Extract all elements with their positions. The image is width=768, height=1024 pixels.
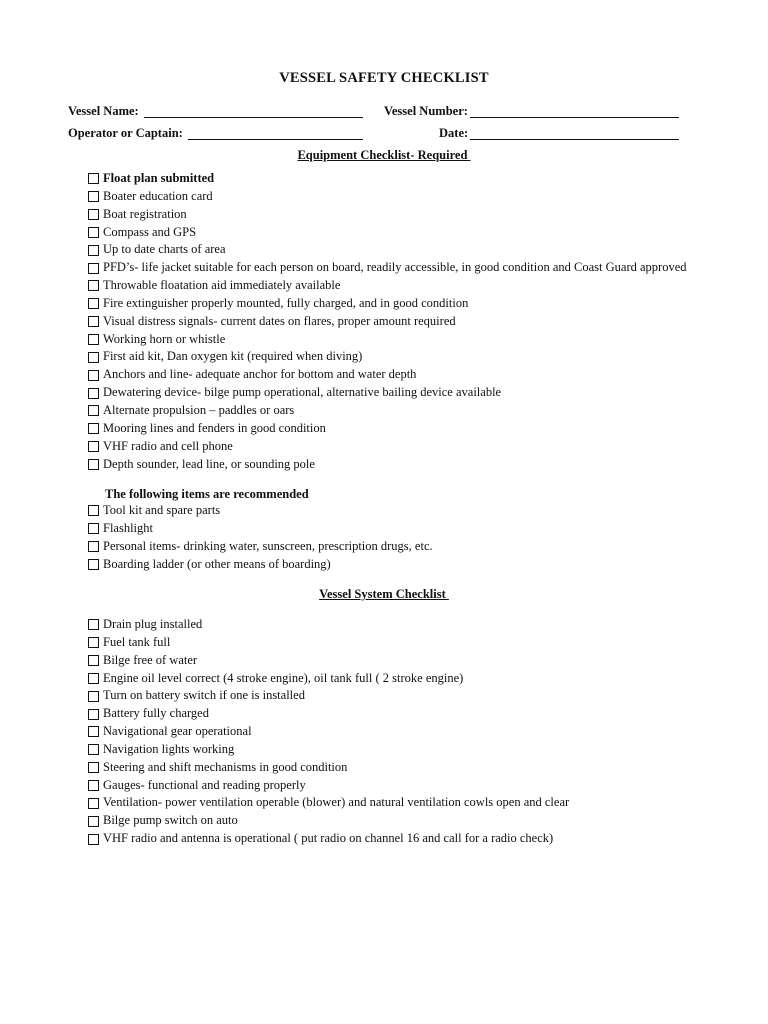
checkbox[interactable] — [88, 691, 99, 702]
recommended-heading: The following items are recommended — [105, 487, 309, 501]
vessel-number-label: Vessel Number: — [384, 104, 468, 118]
checklist-item — [88, 295, 687, 313]
checkbox[interactable] — [88, 816, 99, 827]
checkbox[interactable] — [88, 316, 99, 327]
checklist-item-label: Fuel tank full — [103, 634, 171, 649]
checklist-item-label: Depth sounder, lead line, or sounding pole — [103, 456, 315, 471]
checkbox[interactable] — [88, 780, 99, 791]
checklist-item-label: Engine oil level correct (4 stroke engine), oil tank full ( 2 stroke engine) — [103, 670, 464, 685]
checkbox[interactable] — [88, 263, 99, 274]
checklist-item — [88, 366, 687, 384]
checklist-item — [88, 794, 569, 812]
checkbox[interactable] — [88, 334, 99, 345]
checkbox[interactable] — [88, 541, 99, 552]
checklist-item — [88, 777, 569, 795]
vessel-number-field[interactable] — [470, 117, 679, 118]
checklist-item — [88, 759, 569, 777]
checklist-item-label: Navigational gear operational — [103, 724, 252, 739]
checklist-item — [88, 520, 433, 538]
checklist-item — [88, 277, 687, 295]
checklist-item-label: Up to date charts of area — [103, 242, 226, 257]
checkbox[interactable] — [88, 227, 99, 238]
checklist-item-label: Anchors and line- adequate anchor for bottom and water depth — [103, 367, 417, 382]
checklist-item-label: Drain plug installed — [103, 617, 203, 631]
operator-label: Operator or Captain: — [68, 126, 183, 140]
checkbox[interactable] — [88, 673, 99, 684]
checklist-item — [88, 741, 569, 759]
checklist-item-label: Boarding ladder (or other means of boarding) — [103, 556, 331, 571]
checkbox[interactable] — [88, 637, 99, 648]
checkbox[interactable] — [88, 209, 99, 220]
checklist-item-label: Ventilation- power ventilation operable (blower) and natural ventilation cowls open and clear — [103, 795, 570, 810]
checklist-item — [88, 348, 687, 366]
checklist-item — [88, 812, 569, 830]
checklist-item — [88, 634, 569, 652]
equipment-checklist — [88, 170, 687, 473]
checklist-item-label: Alternate propulsion – paddles or oars — [103, 402, 295, 417]
checklist-item-label: Boater education card — [103, 188, 213, 203]
checklist-item — [88, 402, 687, 420]
checkbox[interactable] — [88, 655, 99, 666]
checklist-item — [88, 206, 687, 224]
checklist-item-label: VHF radio and cell phone — [103, 438, 233, 453]
checklist-item-label: Throwable floatation aid immediately available — [103, 278, 341, 293]
vessel-name-label: Vessel Name: — [68, 104, 139, 118]
checkbox[interactable] — [88, 798, 99, 809]
checkbox[interactable] — [88, 523, 99, 534]
checklist-item — [88, 687, 569, 705]
checklist-item-label: Steering and shift mechanisms in good condition — [103, 759, 348, 774]
checklist-item — [88, 224, 687, 242]
checkbox[interactable] — [88, 619, 99, 630]
system-heading: Vessel System Checklist — [319, 587, 449, 601]
checklist-item-label: Mooring lines and fenders in good condition — [103, 420, 326, 435]
checklist-item — [88, 652, 569, 670]
checklist-item-label: Float plan submitted — [103, 171, 215, 185]
checkbox[interactable] — [88, 280, 99, 291]
checklist-item — [88, 456, 687, 474]
checklist-item-label: PFD’s- life jacket suitable for each person on board, readily accessible, in good condition and Coast Guard approved — [103, 260, 687, 275]
checklist-item — [88, 188, 687, 206]
checkbox[interactable] — [88, 245, 99, 256]
date-label: Date: — [439, 126, 469, 140]
checklist-item — [88, 259, 687, 277]
checkbox[interactable] — [88, 352, 99, 363]
checklist-item-label: Dewatering device- bilge pump operational, alternative bailing device available — [103, 385, 502, 400]
checkbox[interactable] — [88, 370, 99, 381]
equipment-heading-wrap — [0, 148, 768, 163]
checklist-item-label: Tool kit and spare parts — [103, 503, 221, 517]
checklist-item-label: Fire extinguisher properly mounted, fully charged, and in good condition — [103, 295, 469, 310]
checkbox[interactable] — [88, 744, 99, 755]
page-title: VESSEL SAFETY CHECKLIST — [279, 70, 489, 86]
checklist-item-label: Turn on battery switch if one is installed — [103, 688, 305, 703]
checkbox[interactable] — [88, 441, 99, 452]
checklist-item-label: VHF radio and antenna is operational ( put radio on channel 16 and call for a radio check) — [103, 831, 554, 846]
checklist-item-label: Personal items- drinking water, sunscreen, prescription drugs, etc. — [103, 538, 433, 553]
checklist-item-label: Working horn or whistle — [103, 331, 226, 346]
checklist-item — [88, 384, 687, 402]
checklist-item-label: Flashlight — [103, 520, 154, 535]
checklist-item — [88, 313, 687, 331]
checklist-item — [88, 170, 687, 188]
checklist-item-label: Boat registration — [103, 206, 187, 221]
checklist-item — [88, 241, 687, 259]
recommended-checklist — [88, 502, 433, 573]
system-checklist — [88, 616, 569, 848]
checkbox[interactable] — [88, 559, 99, 570]
checklist-item-label: Bilge free of water — [103, 652, 198, 667]
checklist-item — [88, 670, 569, 688]
checklist-item — [88, 438, 687, 456]
checkbox[interactable] — [88, 459, 99, 470]
checklist-item — [88, 556, 433, 574]
checklist-item-label: Compass and GPS — [103, 224, 197, 239]
checkbox[interactable] — [88, 726, 99, 737]
checkbox[interactable] — [88, 834, 99, 845]
checkbox[interactable] — [88, 709, 99, 720]
equipment-heading: Equipment Checklist- Required — [297, 148, 471, 162]
checkbox[interactable] — [88, 173, 99, 184]
checklist-item-label: Battery fully charged — [103, 706, 209, 721]
vessel-fields-row — [68, 104, 698, 122]
checklist-item-label: Gauges- functional and reading properly — [103, 777, 306, 792]
operator-fields-row — [68, 126, 698, 144]
checkbox[interactable] — [88, 298, 99, 309]
checklist-item-label: Bilge pump switch on auto — [103, 813, 238, 828]
checkbox[interactable] — [88, 405, 99, 416]
system-heading-wrap — [0, 587, 768, 602]
checklist-item — [88, 723, 569, 741]
checklist-item — [88, 538, 433, 556]
checkbox[interactable] — [88, 191, 99, 202]
checklist-item — [88, 502, 433, 520]
checklist-item — [88, 616, 569, 634]
checklist-item — [88, 420, 687, 438]
checklist-item-label: First aid kit, Dan oxygen kit (required when diving) — [103, 349, 363, 364]
checklist-item-label: Visual distress signals- current dates on flares, proper amount required — [103, 313, 456, 328]
checkbox[interactable] — [88, 423, 99, 434]
checklist-item — [88, 705, 569, 723]
checklist-item — [88, 331, 687, 349]
date-field[interactable] — [470, 139, 679, 140]
checkbox[interactable] — [88, 762, 99, 773]
checkbox[interactable] — [88, 505, 99, 516]
checklist-item-label: Navigation lights working — [103, 741, 235, 756]
checklist-item — [88, 830, 569, 848]
vessel-name-field[interactable] — [144, 117, 363, 118]
operator-field[interactable] — [188, 139, 363, 140]
checkbox[interactable] — [88, 388, 99, 399]
